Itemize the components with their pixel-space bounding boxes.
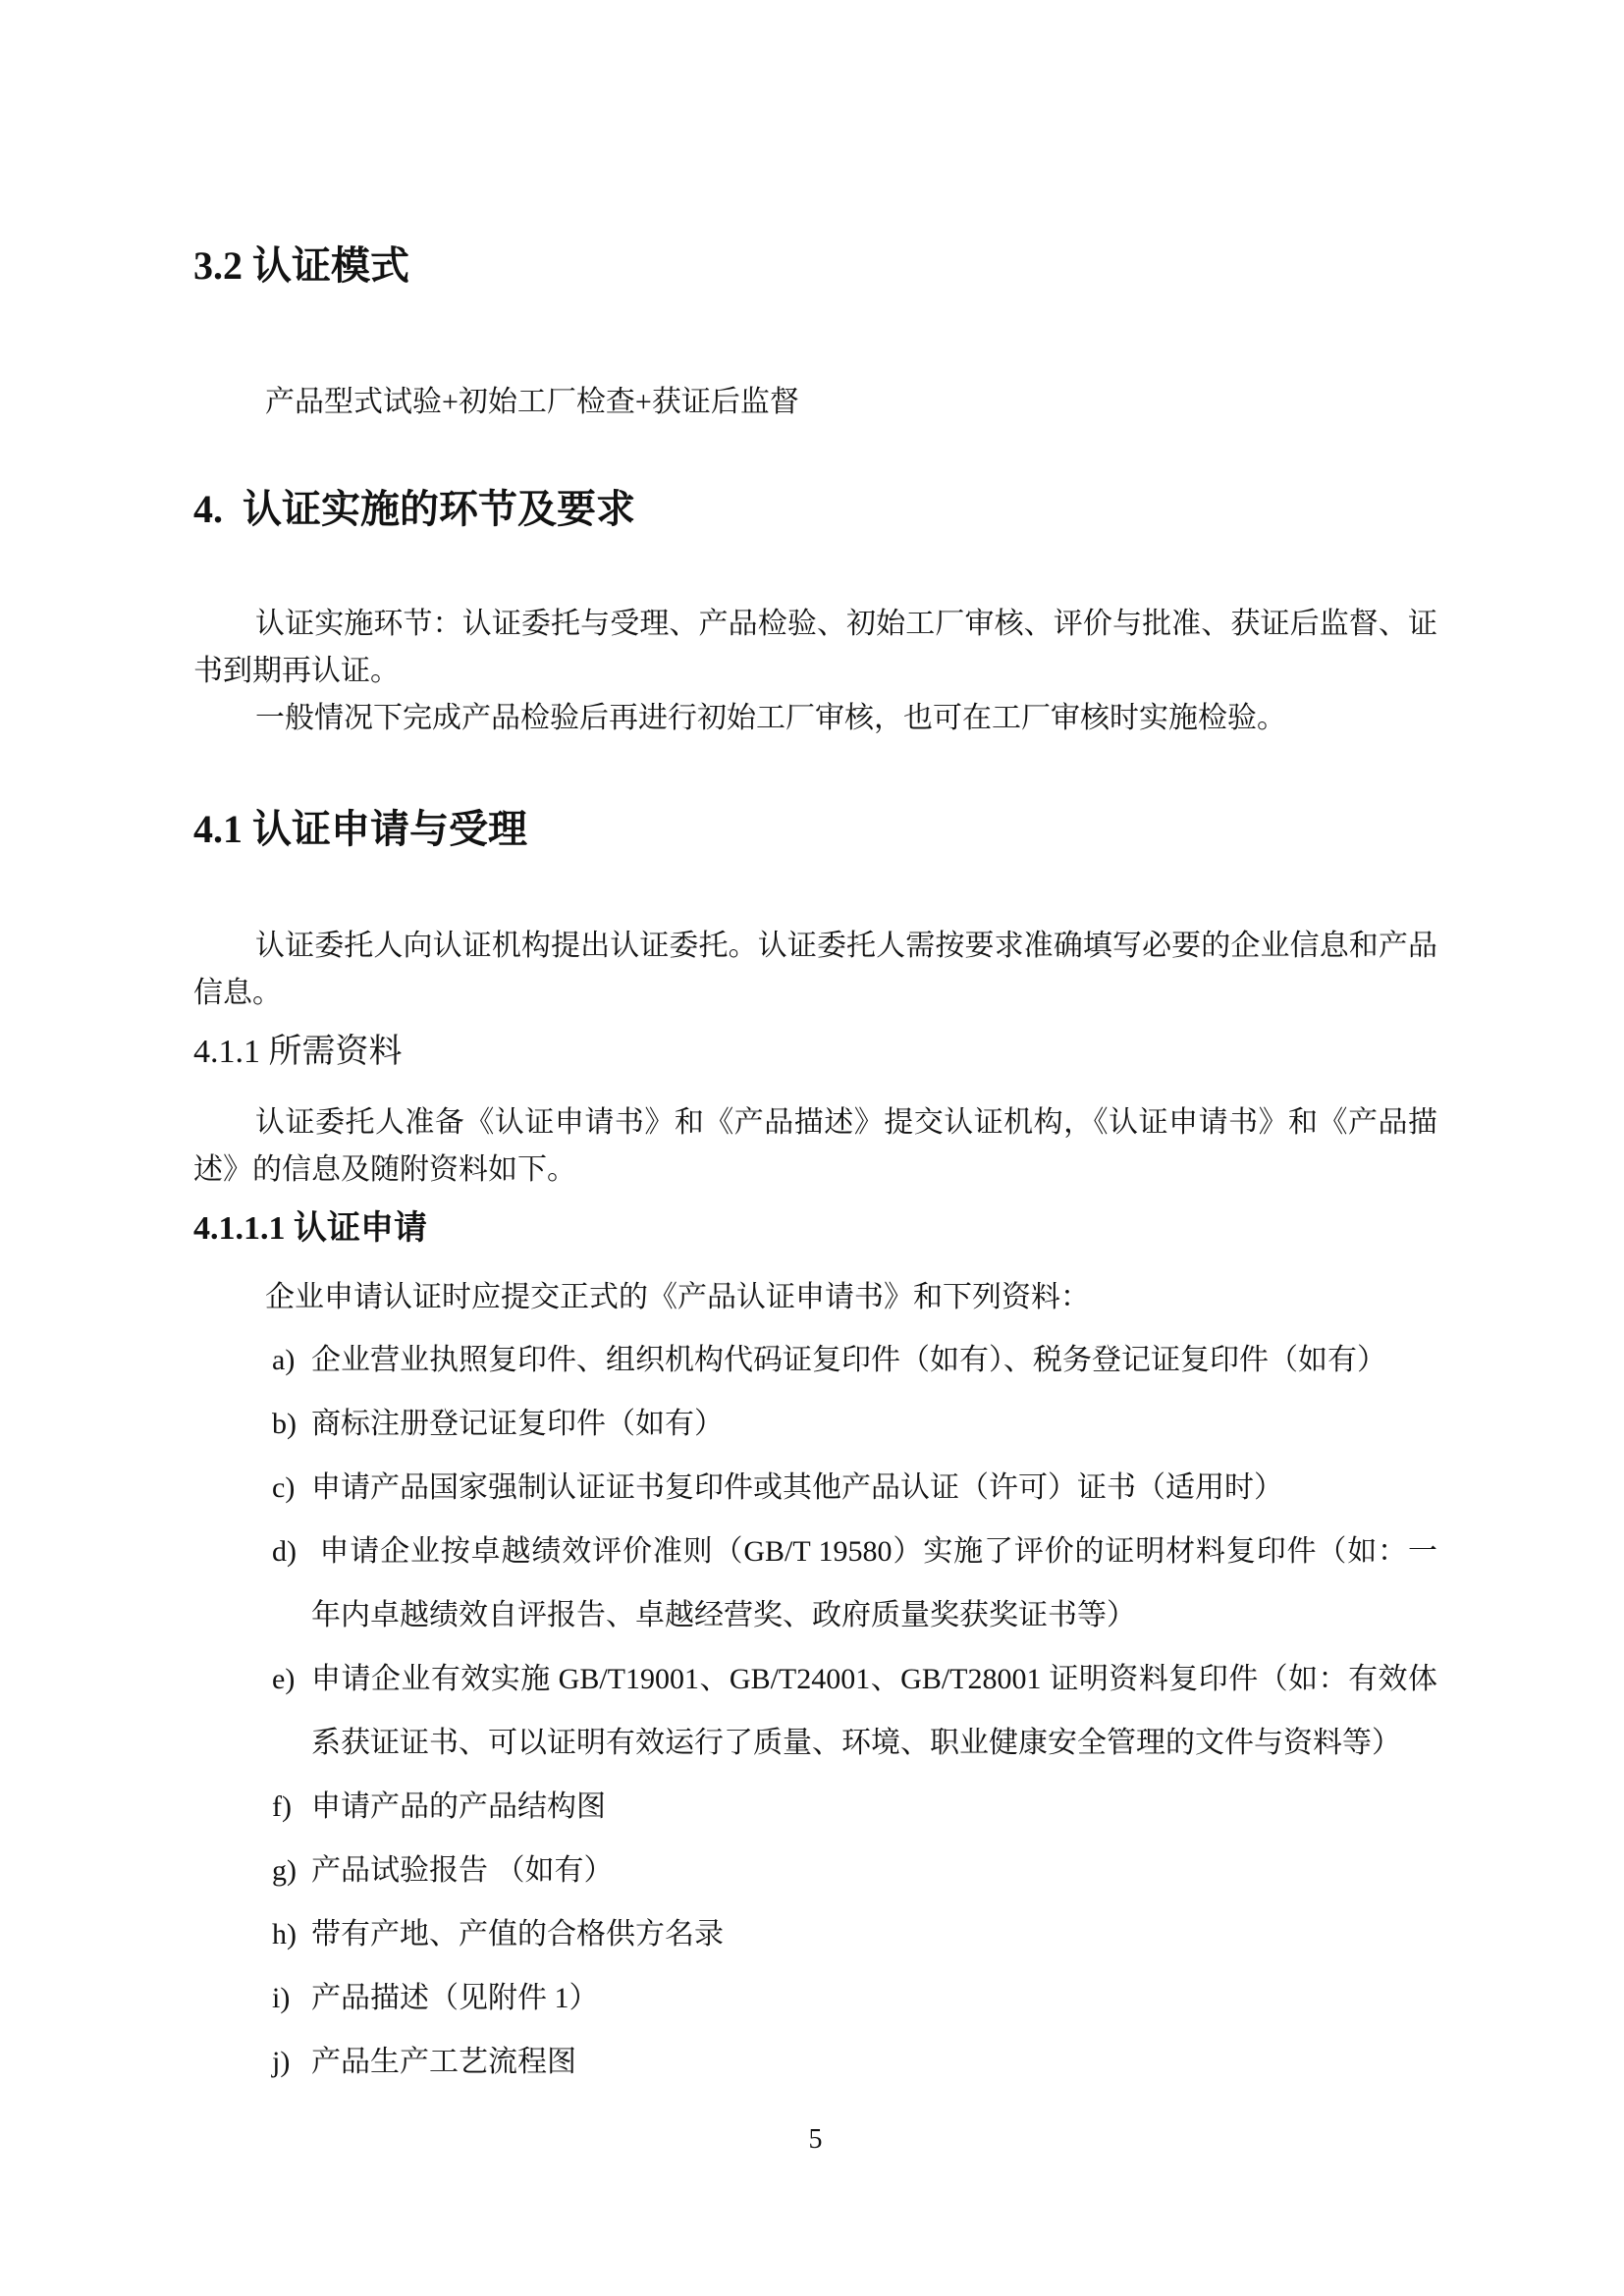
- paragraph-application-acceptance: 认证委托人向认证机构提出认证委托。认证委托人需按要求准确填写必要的企业信息和产品信息。: [193, 930, 1437, 1009]
- list-item-text: 申请产品国家强制认证证书复印件或其他产品认证（许可）证书（适用时）: [311, 1471, 1283, 1504]
- paragraph-required-documents: 认证委托人准备《认证申请书》和《产品描述》提交认证机构，《认证申请书》和《产品描述》的信息及随附资料如下。: [193, 1106, 1437, 1186]
- list-intro-line: 企业申请认证时应提交正式的《产品认证申请书》和下列资料：: [265, 1281, 1090, 1313]
- list-item: [193, 1775, 1437, 1839]
- list-item: [193, 1328, 1437, 1392]
- list-item-text: 申请企业按卓越绩效评价准则（GB/T 19580）实施了评价的证明材料复印件（如：一年内卓越绩效自评报告、卓越经营奖、政府质量奖获奖证书等）: [311, 1535, 1437, 1631]
- list-item: [193, 1647, 1437, 1775]
- list-item: [193, 1520, 1437, 1647]
- list-item-text: 商标注册登记证复印件（如有）: [311, 1408, 724, 1440]
- list-marker: g): [272, 1854, 297, 1887]
- certification-mode-line: 产品型式试验+初始工厂检查+获证后监督: [265, 386, 799, 418]
- heading-4-1: 4.1 认证申请与受理: [193, 807, 527, 851]
- list-marker: e): [272, 1663, 296, 1695]
- list-marker: b): [272, 1408, 297, 1440]
- list-item: [193, 1902, 1437, 1966]
- list-marker: h): [272, 1918, 297, 1950]
- list-item-text: 申请企业有效实施 GB/T19001、GB/T24001、GB/T28001 证明资料复印件（如：有效体系获证证书、可以证明有效运行了质量、环境、职业健康安全管理的文件与资料等）: [311, 1663, 1437, 1759]
- heading-4-1-1: 4.1.1 所需资料: [193, 1034, 403, 1070]
- list-item-text: 申请产品的产品结构图: [311, 1790, 606, 1823]
- heading-4: 4. 认证实施的环节及要求: [193, 487, 635, 531]
- paragraph-implementation-steps: 认证实施环节：认证委托与受理、产品检验、初始工厂审核、评价与批准、获证后监督、证书到期再认证。: [193, 608, 1437, 687]
- list-item-text: 产品生产工艺流程图: [311, 2046, 576, 2078]
- list-item: [193, 1966, 1437, 2030]
- page-number: 5: [808, 2124, 823, 2155]
- list-item: [193, 1392, 1437, 1456]
- list-marker: j): [272, 2046, 291, 2078]
- list-item: [193, 1456, 1437, 1520]
- list-marker: c): [272, 1471, 296, 1504]
- heading-4-1-1-1: 4.1.1.1 认证申请: [193, 1210, 427, 1247]
- list-marker: f): [272, 1790, 292, 1823]
- list-item-text: 产品试验报告 （如有）: [311, 1854, 614, 1887]
- list-item-text: 带有产地、产值的合格供方名录: [311, 1918, 724, 1950]
- list-marker: i): [272, 1982, 291, 2014]
- application-materials-list: [193, 1328, 1437, 2094]
- list-item-text: 企业营业执照复印件、组织机构代码证复印件（如有）、税务登记证复印件（如有）: [311, 1344, 1386, 1376]
- list-item: [193, 1839, 1437, 1902]
- list-marker: d): [272, 1535, 297, 1568]
- paragraph-inspection-order: 一般情况下完成产品检验后再进行初始工厂审核，也可在工厂审核时实施检验。: [255, 702, 1286, 734]
- heading-3-2: 3.2 认证模式: [193, 243, 409, 288]
- list-item: [193, 2030, 1437, 2094]
- list-item-text: 产品描述（见附件 1）: [311, 1982, 599, 2014]
- list-marker: a): [272, 1344, 296, 1376]
